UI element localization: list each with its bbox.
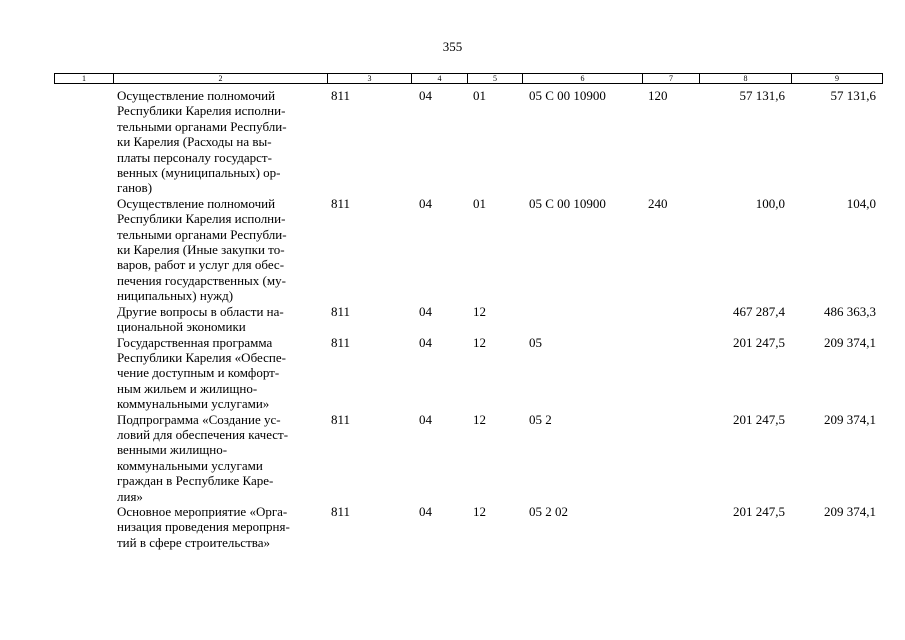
row-section-code: 04	[419, 88, 432, 103]
row-target-article	[522, 304, 642, 335]
row-section-code: 04	[419, 303, 432, 319]
row-amount-2: 209 374,1	[824, 503, 876, 519]
row-section-code: 04	[419, 503, 432, 519]
row-amount-1: 57 131,6	[739, 88, 785, 103]
column-number-7: 7	[643, 74, 700, 83]
row-target-article: 05	[529, 334, 542, 350]
column-number-5: 5	[468, 74, 523, 83]
row-amount-1: 467 287,4	[733, 303, 785, 319]
row-blank-cell	[54, 304, 113, 335]
column-number-4: 4	[412, 74, 468, 83]
row-expense-name: Другие вопросы в области на- циональной экономики	[117, 303, 284, 335]
row-department-code: 811	[331, 503, 351, 519]
table-row	[54, 196, 881, 304]
page-number: 355	[442, 39, 463, 54]
row-amount-1: 100,0	[755, 195, 785, 211]
row-expense-name: Осуществление полномочий Республики Карелия исполни- тельными органами Республи- ки Карелия (Иные закупки то- варов, работ и услуг для обес- печения государственных (му- ниципальных) нужд)	[117, 195, 287, 304]
table-row	[54, 304, 881, 335]
row-subsection-code: 12	[473, 411, 486, 427]
row-expense-type: 120	[648, 88, 668, 103]
row-blank-cell	[54, 196, 113, 304]
row-amount-1: 201 247,5	[733, 334, 785, 350]
row-target-article: 05 С 00 10900	[529, 88, 606, 103]
column-number-6: 6	[523, 74, 643, 83]
row-amount-1: 201 247,5	[733, 503, 785, 519]
table-column-numbers-header	[54, 73, 883, 84]
row-expense-name: Осуществление полномочий Республики Карелия исполни- тельными органами Республи- ки Карелия (Расходы на вы- платы персоналу государст- венных (муниципальных) ор- ганов)	[117, 88, 287, 196]
row-amount-2: 209 374,1	[824, 411, 876, 427]
row-expense-name: Подпрограмма «Создание ус- ловий для обеспечения качест- венными жилищно- коммунальными услугами граждан в Республике Каре- лия»	[117, 411, 289, 504]
row-blank-cell	[54, 88, 113, 196]
row-department-code: 811	[331, 334, 351, 350]
row-amount-2: 209 374,1	[824, 334, 876, 350]
row-subsection-code: 12	[473, 334, 486, 350]
table-row	[54, 504, 881, 550]
row-blank-cell	[54, 504, 113, 550]
row-expense-type	[642, 304, 699, 335]
row-amount-2: 57 131,6	[830, 88, 876, 103]
row-section-code: 04	[419, 195, 432, 211]
column-number-3: 3	[328, 74, 412, 83]
table-row	[54, 88, 881, 196]
column-number-2: 2	[114, 74, 328, 83]
row-department-code: 811	[331, 195, 351, 211]
row-amount-2: 104,0	[846, 195, 876, 211]
budget-table-body	[54, 88, 881, 550]
row-amount-1: 201 247,5	[733, 411, 785, 427]
column-number-1: 1	[55, 74, 114, 83]
row-blank-cell	[54, 335, 113, 412]
row-subsection-code: 12	[473, 503, 486, 519]
row-expense-name: Основное мероприятие «Орга- низация проведения меропрня- тий в сфере строительства»	[117, 503, 290, 550]
row-blank-cell	[54, 412, 113, 504]
column-number-9: 9	[835, 74, 839, 83]
row-department-code: 811	[331, 411, 351, 427]
row-subsection-code: 01	[473, 88, 486, 103]
row-expense-type: 240	[648, 195, 668, 211]
row-amount-2: 486 363,3	[824, 303, 876, 319]
table-row	[54, 335, 881, 412]
row-section-code: 04	[419, 411, 432, 427]
row-target-article: 05 С 00 10900	[529, 195, 606, 211]
table-row	[54, 412, 881, 504]
row-target-article: 05 2 02	[529, 503, 568, 519]
row-subsection-code: 12	[473, 303, 486, 319]
row-department-code: 811	[331, 88, 351, 103]
row-department-code: 811	[331, 303, 351, 319]
row-expense-type	[642, 412, 699, 504]
row-expense-name: Государственная программа Республики Карелия «Обеспе- чение доступным и комфорт- ным жильем и жилищно- коммунальными услугами»	[117, 334, 286, 412]
column-number-8: 8	[700, 74, 792, 83]
row-expense-type	[642, 504, 699, 550]
row-subsection-code: 01	[473, 195, 486, 211]
row-target-article: 05 2	[529, 411, 552, 427]
row-expense-type	[642, 335, 699, 412]
row-section-code: 04	[419, 334, 432, 350]
